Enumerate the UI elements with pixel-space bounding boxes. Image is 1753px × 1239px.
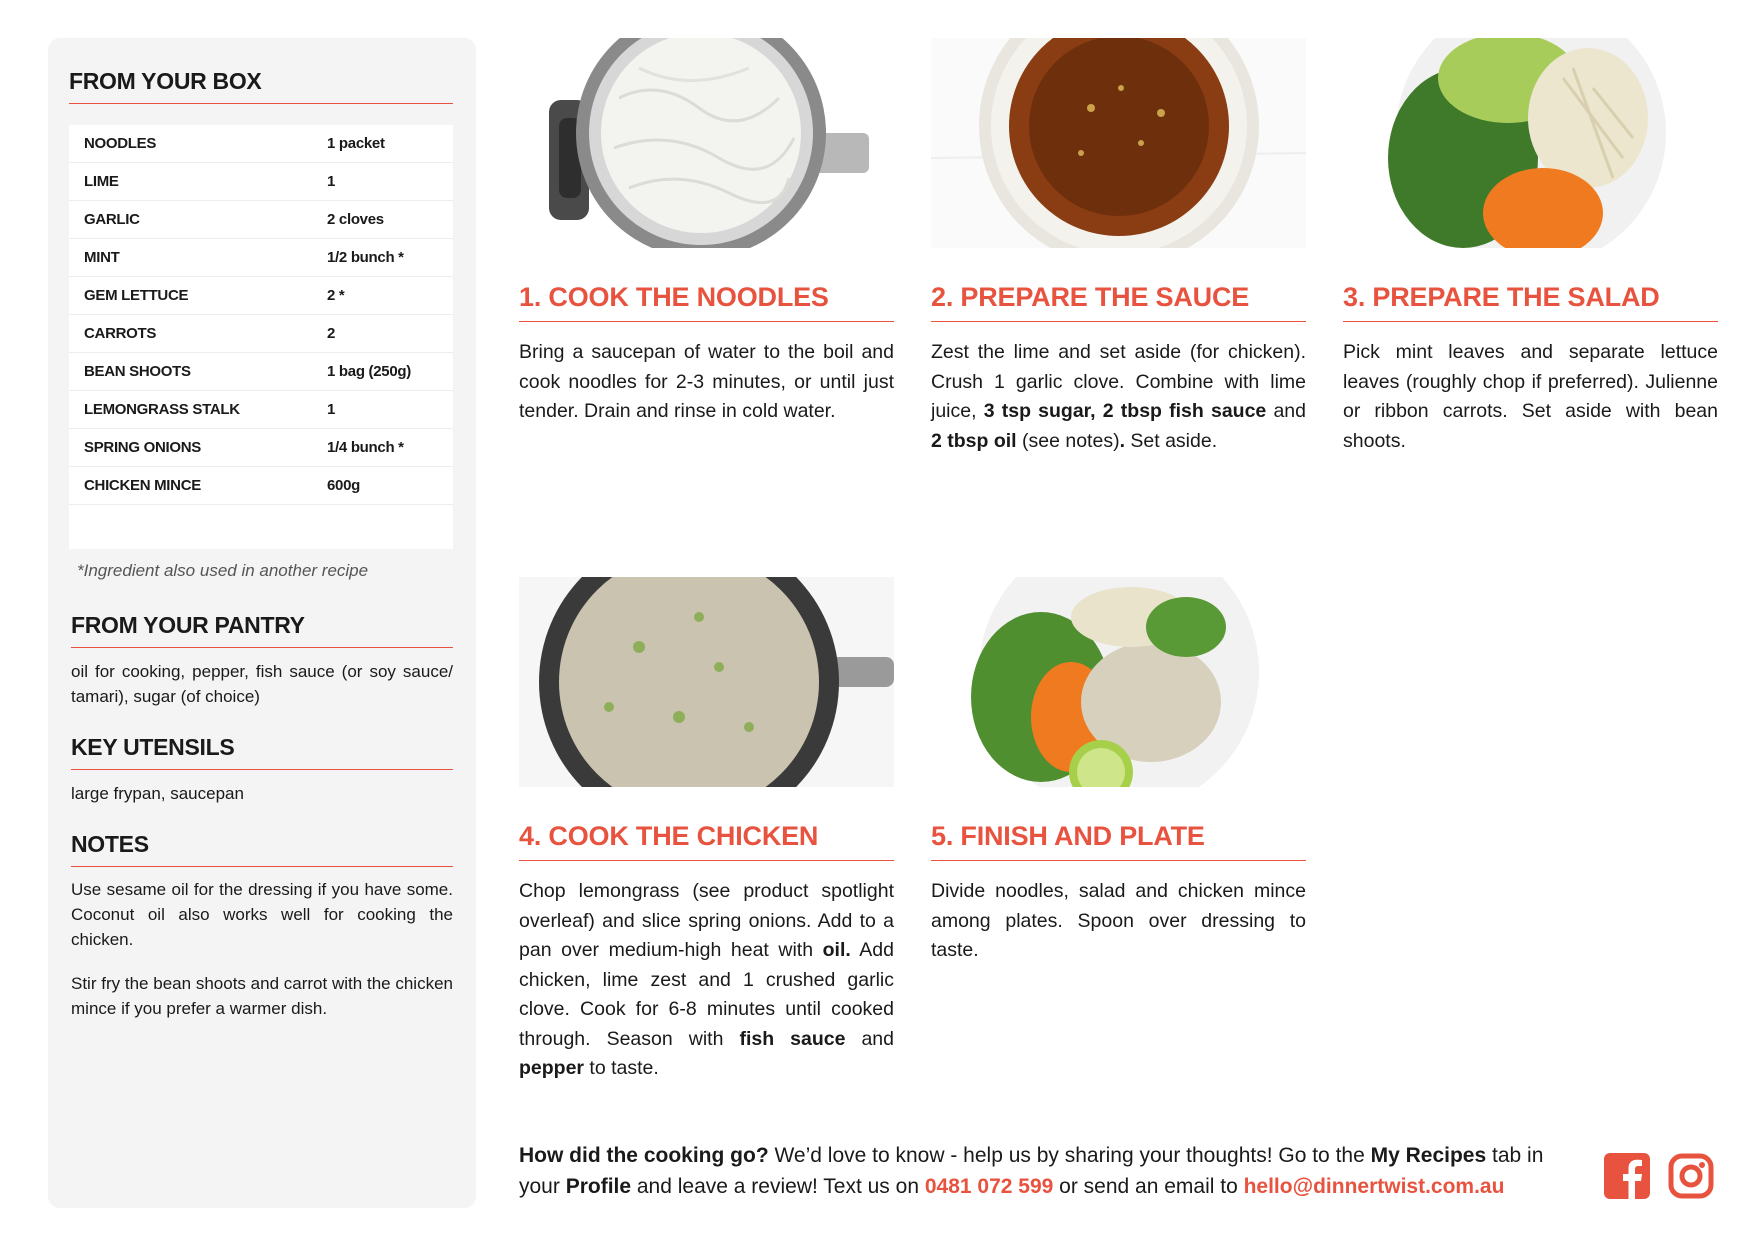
ingredient-row [69,201,453,239]
ingredient-qty: 1 [327,401,336,418]
feedback-footer: How did the cooking go? We’d love to know - help us by sharing your thoughts! Go to the My Recipes tab in your Profile and leave a review! Text us on 0481 072 599 or send an email to hello@dinnertwist.com.au [519,1144,1544,1198]
ingredient-name: NOODLES [84,135,157,152]
step-2-text: Zest the lime and set aside (for chicken). Crush 1 garlic clove. Combine with lime juice, 3 tsp sugar, 2 tbsp fish sauce and 2 tbsp oil (see notes). Set aside. [931,341,1306,452]
ingredient-row [69,239,453,277]
step-2 [931,38,1306,456]
ingredient-footnote: *Ingredient also used in another recipe [77,561,369,580]
from-your-box-heading: FROM YOUR BOX [69,68,453,104]
notes-paragraph-2: Stir fry the bean shoots and carrot with the chicken mince if you prefer a warmer dish. [71,974,453,1018]
step-2-title: 2. PREPARE THE SAUCE [931,282,1306,322]
step-1-title: 1. COOK THE NOODLES [519,282,894,322]
ingredient-name: SPRING ONIONS [84,439,201,456]
ingredient-row [69,429,453,467]
step-5-title: 5. FINISH AND PLATE [931,821,1306,861]
ingredient-row [69,391,453,429]
ingredient-name: CHICKEN MINCE [84,477,201,494]
ingredients-table [69,125,453,549]
step-5 [931,577,1306,966]
plated-dish-photo [931,577,1306,787]
sauce-bowl-photo [931,38,1306,248]
ingredient-name: LEMONGRASS STALK [84,401,240,418]
ingredient-row [69,315,453,353]
instagram-icon[interactable] [1668,1153,1714,1199]
ingredient-qty: 2 cloves [327,211,384,228]
ingredient-row [69,163,453,201]
ingredients-panel [48,38,476,1208]
step-4 [519,577,894,1084]
ingredient-name: MINT [84,249,120,266]
ingredient-qty: 1/4 bunch * [327,439,404,456]
ingredient-name: LIME [84,173,119,190]
key-utensils-heading: KEY UTENSILS [71,734,453,770]
ingredient-name: CARROTS [84,325,157,342]
ingredient-row [69,353,453,391]
my-recipes-link[interactable]: My Recipes [1370,1144,1487,1167]
pantry-text: oil for cooking, pepper, fish sauce (or soy sauce/ tamari), sugar (of choice) [71,662,453,706]
step-4-text: Chop lemongrass (see product spotlight overleaf) and slice spring onions. Add to a pan over medium-high heat with oil. Add chicken, lime zest and 1 crushed garlic clove. Cook for 6-8 minutes until cooked through. Season with fish sauce and pepper to taste. [519,880,894,1079]
ingredient-qty: 1 bag (250g) [327,363,411,380]
ingredient-name: BEAN SHOOTS [84,363,191,380]
notes-paragraph-1: Use sesame oil for the dressing if you have some. Coconut oil also works well for cooking the chicken. [71,880,453,949]
step-5-text: Divide noodles, salad and chicken mince among plates. Spoon over dressing to taste. [931,880,1306,961]
salad-plate-photo [1343,38,1718,248]
ingredient-row [69,467,453,505]
phone-link[interactable]: 0481 072 599 [924,1175,1054,1198]
profile-link[interactable]: Profile [565,1175,632,1198]
ingredient-qty: 1 [327,173,336,190]
facebook-icon[interactable] [1604,1153,1650,1199]
step-4-title: 4. COOK THE CHICKEN [519,821,894,861]
noodles-in-strainer-photo [519,38,894,248]
ingredient-name: GARLIC [84,211,140,228]
ingredient-qty: 1/2 bunch * [327,249,404,266]
step-3-text: Pick mint leaves and separate lettuce leaves (roughly chop if preferred). Julienne or ribbon carrots. Set aside with bean shoots. [1343,341,1718,452]
step-1 [519,38,894,427]
step-3 [1343,38,1718,456]
chicken-mince-frypan-photo [519,577,894,787]
ingredient-qty: 1 packet [327,135,385,152]
step-1-text: Bring a saucepan of water to the boil and cook noodles for 2-3 minutes, or until just tender. Drain and rinse in cold water. [519,341,894,422]
ingredient-row [69,277,453,315]
ingredient-qty: 2 [327,325,336,342]
ingredient-qty: 600g [327,477,360,494]
utensils-text: large frypan, saucepan [71,784,244,803]
ingredient-qty: 2 * [327,287,345,304]
notes-heading: NOTES [71,831,453,867]
ingredient-row [69,125,453,163]
ingredient-name: GEM LETTUCE [84,287,189,304]
from-your-pantry-heading: FROM YOUR PANTRY [71,612,453,648]
step-3-title: 3. PREPARE THE SALAD [1343,282,1718,322]
email-link[interactable]: hello@dinnertwist.com.au [1243,1175,1505,1198]
